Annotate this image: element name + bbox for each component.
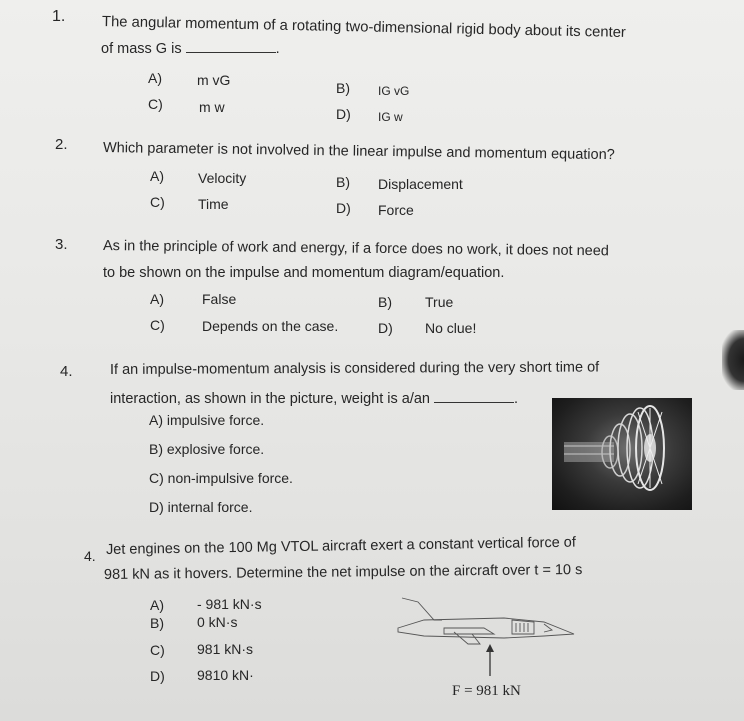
- option-b-text: Displacement: [378, 176, 463, 192]
- option-d-text: Force: [378, 202, 414, 218]
- option-c-label: C): [150, 317, 165, 333]
- question-number: 2.: [55, 136, 68, 153]
- option-d-label: D): [378, 320, 393, 336]
- option-d-text: 9810 kN·: [197, 667, 254, 683]
- option-d-text: No clue!: [425, 320, 477, 336]
- option-c-text: Time: [198, 196, 229, 212]
- option-a-text: Velocity: [198, 170, 247, 186]
- option-a-label: A): [150, 168, 164, 184]
- option-c-text: m w: [199, 99, 225, 115]
- option-a-text: False: [202, 291, 237, 307]
- question-number: 1.: [52, 8, 66, 25]
- question-text: of mass G is: [101, 41, 182, 57]
- option-b-label: B): [378, 294, 392, 310]
- marker-shadow: [722, 330, 744, 390]
- question-text: interaction, as shown in the picture, weight is a/an: [110, 391, 430, 407]
- question-number: 4.: [84, 548, 96, 564]
- option-c-label: C): [150, 194, 165, 210]
- option-b-text: True: [425, 294, 454, 310]
- question-text-line1: Jet engines on the 100 Mg VTOL aircraft exert a constant vertical force of: [105, 534, 576, 558]
- question-text-line2: to be shown on the impulse and momentum diagram/equation.: [103, 265, 505, 281]
- option-a-label: A): [150, 597, 164, 613]
- option-d-label: D): [150, 668, 165, 684]
- option-b-text: IG vG: [378, 84, 410, 98]
- turbofan-image: [552, 398, 692, 510]
- question-text-line2: [101, 38, 280, 57]
- option-c-label: C): [148, 96, 163, 112]
- period: .: [514, 391, 519, 407]
- question-text-line1: The angular momentum of a rotating two-dimensional rigid body about its center: [101, 14, 626, 41]
- question-text-line2: 981 kN as it hovers. Determine the net impulse on the aircraft over t = 10 s: [103, 561, 583, 583]
- question-number: 4.: [60, 363, 73, 380]
- option-c: C) non-impulsive force.: [149, 470, 293, 486]
- answer-blank: [186, 38, 276, 53]
- period: .: [275, 41, 280, 57]
- force-label: F = 981 kN: [452, 683, 521, 699]
- option-d-text: IG w: [378, 110, 403, 124]
- option-b-text: 0 kN·s: [197, 614, 238, 630]
- option-b-label: B): [336, 80, 350, 96]
- option-d: D) internal force.: [149, 499, 253, 515]
- question-number: 3.: [55, 236, 68, 253]
- option-a-text: m vG: [197, 72, 231, 88]
- option-c-text: Depends on the case.: [202, 318, 339, 334]
- engine-fan-photo: [552, 398, 692, 510]
- force-arrow: [486, 644, 494, 676]
- option-b-label: B): [150, 615, 164, 631]
- aircraft-outline: [398, 598, 574, 644]
- option-a: A) impulsive force.: [149, 412, 265, 428]
- question-text-line1: Which parameter is not involved in the linear impulse and momentum equation?: [102, 140, 615, 164]
- option-a-text: - 981 kN·s: [197, 596, 262, 612]
- question-text-line1: As in the principle of work and energy, if a force does no work, it does not need: [102, 238, 609, 260]
- option-d-label: D): [336, 106, 351, 122]
- answer-blank: [434, 388, 514, 403]
- option-d-label: D): [336, 200, 351, 216]
- question-text-line1: If an impulse-momentum analysis is considered during the very short time of: [109, 359, 600, 378]
- option-a-label: A): [148, 70, 162, 86]
- question-text-line2: [110, 388, 518, 407]
- option-a-label: A): [150, 291, 164, 307]
- option-b: B) explosive force.: [149, 441, 265, 457]
- option-b-label: B): [336, 174, 350, 190]
- option-c-label: C): [150, 642, 165, 658]
- option-c-text: 981 kN·s: [197, 641, 254, 657]
